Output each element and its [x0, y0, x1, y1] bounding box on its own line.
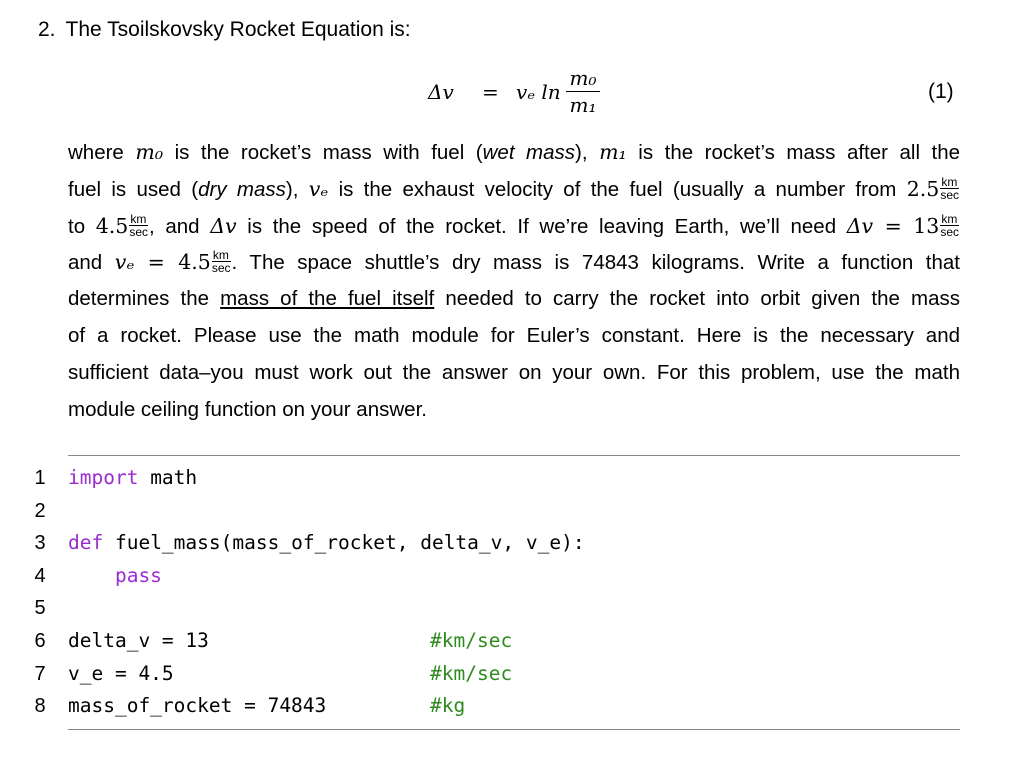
equation-rhs: vₑ ln — [516, 80, 561, 104]
code-line — [30, 560, 960, 593]
unit-sec: sec — [940, 224, 960, 239]
dry-mass-term: dry mass — [198, 177, 286, 201]
equation-fraction — [566, 66, 600, 117]
unit-sec: sec — [129, 224, 149, 239]
math-value: 4.5 — [95, 213, 129, 238]
code-line — [30, 658, 960, 691]
text: to — [68, 214, 96, 238]
line-number: 4 — [34, 564, 46, 587]
keyword: def — [68, 531, 104, 555]
code-source: mass_of_rocket = 74843 — [68, 694, 327, 718]
text: determines the — [68, 287, 221, 311]
code-text: fuel_mass(mass_of_rocket, delta_v, v_e): — [103, 531, 585, 555]
keyword: pass — [68, 563, 162, 587]
code-source: delta_v = 13 — [68, 628, 209, 652]
line-number: 8 — [34, 695, 46, 718]
code-comment: #km/sec — [430, 628, 513, 652]
fraction-bar — [566, 91, 600, 92]
text: ), — [285, 177, 309, 201]
para-line-5 — [68, 281, 960, 318]
math-ve: vₑ — [308, 176, 329, 201]
math-delta-v: Δv — [210, 213, 237, 238]
code-source — [68, 462, 197, 495]
problem-description — [68, 134, 960, 428]
code-source — [68, 527, 585, 560]
text: . The space shuttle’s dry mass is 74843 kilograms. Write a function that — [231, 251, 960, 275]
unit-km: km — [212, 248, 229, 263]
text: is the rocket’s mass after all the — [626, 141, 961, 164]
line-number: 3 — [34, 532, 46, 555]
code-line — [30, 625, 960, 658]
line-number: 5 — [34, 597, 46, 620]
text: , and — [149, 214, 211, 238]
code-comment: #km/sec — [430, 661, 513, 685]
para-line-8: module ceiling function on your answer. — [68, 397, 427, 421]
code-line — [30, 462, 960, 495]
code-source: v_e = 4.5 — [68, 661, 174, 685]
line-number: 1 — [34, 467, 46, 489]
unit-km: km — [130, 211, 147, 226]
equation-equals: = — [482, 80, 499, 104]
problem-number: 2. — [38, 18, 56, 41]
fuel-mass-emphasis: mass of the fuel itself — [220, 287, 435, 311]
line-number: 2 — [34, 499, 46, 522]
problem-heading — [38, 18, 411, 42]
text: is the exhaust velocity of the fuel (usually a number from — [328, 177, 907, 201]
unit-sec: sec — [211, 261, 231, 276]
unit-km-per-sec — [940, 213, 959, 238]
unit-km: km — [941, 174, 958, 189]
line-number: 6 — [34, 629, 46, 652]
code-text: math — [138, 466, 198, 489]
equation-denominator: m₁ — [569, 93, 597, 117]
para-line-7: sufficient data–you must work out the answer on your own. For this problem, use the math — [68, 360, 960, 384]
para-line-1 — [68, 134, 960, 171]
math-value: = 4.5 — [134, 250, 211, 275]
problem-title: The Tsoilskovsky Rocket Equation is: — [65, 18, 411, 41]
unit-km: km — [941, 211, 958, 226]
math-value: 2.5 — [906, 176, 940, 201]
math-ve: vₑ — [114, 250, 135, 275]
unit-km-per-sec — [129, 213, 148, 238]
equation-lhs: Δv — [428, 80, 454, 104]
code-line — [30, 495, 960, 528]
math-value: = 13 — [873, 213, 940, 238]
unit-sec: sec — [940, 187, 959, 202]
code-line — [30, 527, 960, 560]
code-listing — [30, 462, 960, 723]
para-line-2 — [68, 171, 960, 208]
line-number: 7 — [34, 662, 46, 685]
math-m1: m₁ — [599, 140, 627, 164]
text: is the speed of the rocket. If we’re leaving Earth, we’ll need — [236, 214, 847, 238]
text: is the rocket’s mass with fuel ( — [163, 141, 483, 164]
text: fuel is used ( — [68, 177, 199, 201]
para-line-3 — [68, 208, 960, 245]
unit-km-per-sec — [212, 249, 231, 274]
math-m0: m₀ — [135, 140, 164, 164]
code-top-rule — [68, 455, 960, 456]
text: and — [68, 251, 115, 275]
code-source — [68, 560, 162, 593]
para-line-6: of a rocket. Please use the math module for Euler’s constant. Here is the necessary and — [68, 323, 960, 347]
code-line — [30, 592, 960, 625]
rocket-equation — [0, 66, 1024, 122]
wet-mass-term: wet mass — [482, 141, 576, 164]
para-line-4 — [68, 244, 960, 281]
text: ), — [575, 141, 600, 164]
text: needed to carry the rocket into orbit given the mass — [434, 287, 960, 311]
equation-number: (1) — [928, 80, 954, 103]
equation-numerator: m₀ — [569, 66, 597, 90]
math-delta-v: Δv — [846, 213, 874, 238]
unit-km-per-sec — [940, 176, 959, 201]
code-line — [30, 690, 960, 723]
code-bottom-rule — [68, 729, 960, 730]
code-comment: #kg — [430, 694, 466, 718]
keyword: import — [68, 466, 139, 489]
text: where — [68, 141, 136, 164]
